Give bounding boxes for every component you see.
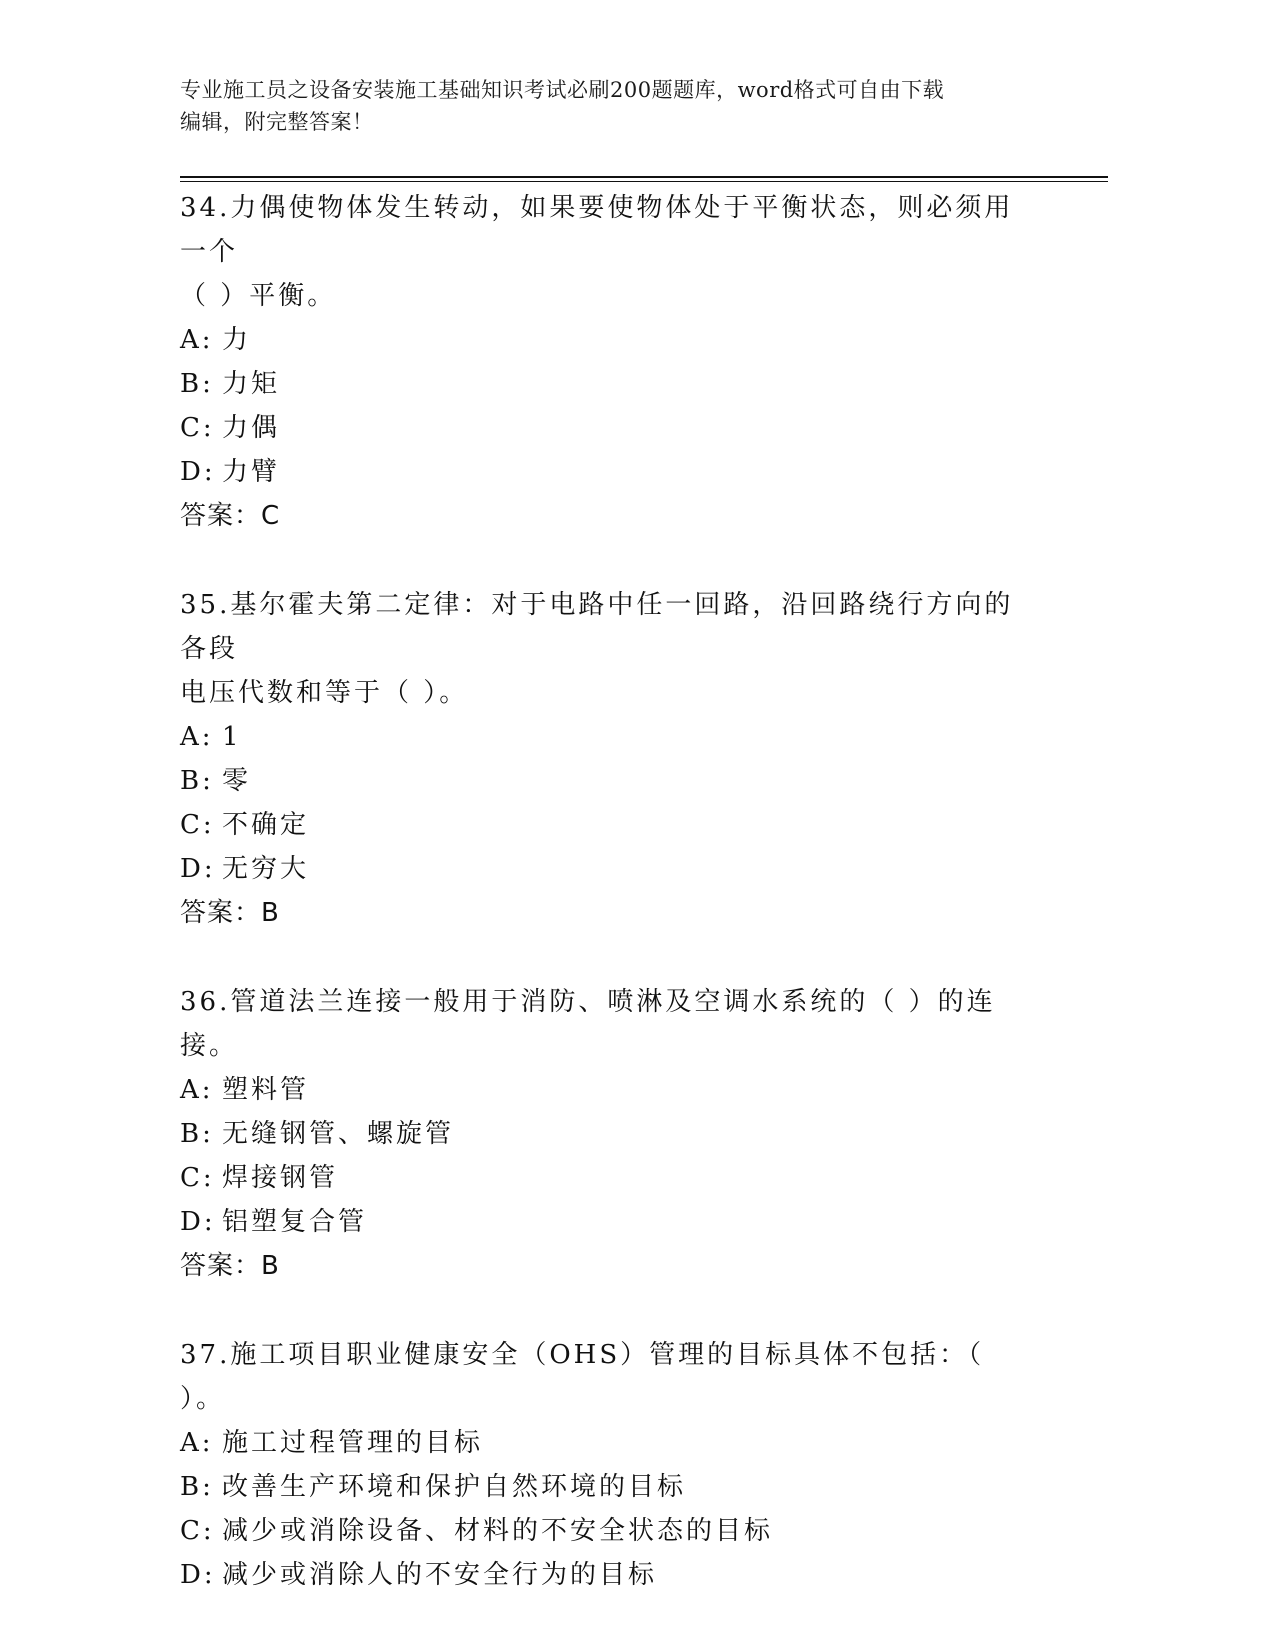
question-35 <box>180 583 1040 935</box>
question-stem-line: 36.管道法兰连接一般用于消防、喷淋及空调水系统的（ ）的连接。 <box>180 987 996 1061</box>
question-stem-line: （ ）平衡。 <box>180 281 337 311</box>
question-stem <box>180 1333 1040 1421</box>
option-d <box>180 847 1040 891</box>
option-text: 焊接钢管 <box>222 1163 339 1193</box>
option-c <box>180 803 1040 847</box>
option-text: 改善生产环境和保护自然环境的目标 <box>222 1472 687 1502</box>
option-letter: A: <box>180 325 214 355</box>
option-letter: C: <box>180 810 215 840</box>
option-b <box>180 1465 1040 1509</box>
option-text: 无穷大 <box>222 854 310 884</box>
option-text: 力臂 <box>222 457 281 487</box>
option-text: 塑料管 <box>222 1075 310 1105</box>
option-text: 力偶 <box>222 413 281 443</box>
question-stem <box>180 186 1040 318</box>
header-note <box>180 74 1040 138</box>
question-37 <box>180 1333 1040 1597</box>
option-b <box>180 1112 1040 1156</box>
question-stem-line: 34.力偶使物体发生转动，如果要使物体处于平衡状态，则必须用一个 <box>180 193 1014 267</box>
option-c <box>180 1509 1040 1553</box>
option-letter: B: <box>180 369 214 399</box>
option-d <box>180 1553 1040 1597</box>
option-d <box>180 450 1040 494</box>
option-text: 不确定 <box>222 810 310 840</box>
option-a <box>180 318 1040 362</box>
option-letter: C: <box>180 413 215 443</box>
option-c <box>180 406 1040 450</box>
document-page <box>180 0 1110 1650</box>
option-a <box>180 1421 1040 1465</box>
option-letter: A: <box>180 1428 214 1458</box>
header-note-line-2: 编辑，附完整答案！ <box>180 110 374 134</box>
option-text: 减少或消除人的不安全行为的目标 <box>222 1560 658 1590</box>
question-stem-line: 35.基尔霍夫第二定律：对于电路中任一回路，沿回路绕行方向的各段 <box>180 590 1014 664</box>
header-note-line-1: 专业施工员之设备安装施工基础知识考试必刷200题题库，word格式可自由下载 <box>180 78 945 102</box>
question-list <box>180 186 1040 1642</box>
option-text: 施工过程管理的目标 <box>222 1428 484 1458</box>
option-letter: D: <box>180 854 216 884</box>
question-stem-line: 电压代数和等于（ ）。 <box>180 678 469 708</box>
option-letter: D: <box>180 1207 216 1237</box>
option-letter: A: <box>180 722 214 752</box>
option-letter: B: <box>180 766 214 796</box>
question-36 <box>180 980 1040 1288</box>
option-letter: B: <box>180 1119 214 1149</box>
option-a <box>180 1068 1040 1112</box>
option-letter: B: <box>180 1472 214 1502</box>
option-text: 无缝钢管、螺旋管 <box>222 1119 455 1149</box>
option-a <box>180 715 1040 759</box>
header-divider-thick <box>180 176 1108 178</box>
answer-line: 答案：B <box>180 898 280 928</box>
option-text: 力 <box>222 325 252 355</box>
option-b <box>180 362 1040 406</box>
question-stem <box>180 980 1040 1068</box>
option-letter: C: <box>180 1516 215 1546</box>
option-d <box>180 1200 1040 1244</box>
option-letter: D: <box>180 1560 216 1590</box>
option-c <box>180 1156 1040 1200</box>
option-text: 铝塑复合管 <box>222 1207 368 1237</box>
header-divider-thin <box>180 181 1108 182</box>
question-stem-line: 37.施工项目职业健康安全（OHS）管理的目标具体不包括：（ ）。 <box>180 1340 985 1414</box>
option-text: 1 <box>222 722 242 752</box>
answer-line: 答案：B <box>180 1251 280 1281</box>
option-letter: A: <box>180 1075 214 1105</box>
option-text: 力矩 <box>222 369 281 399</box>
answer-line: 答案：C <box>180 501 281 531</box>
option-text: 零 <box>222 766 252 796</box>
option-text: 减少或消除设备、材料的不安全状态的目标 <box>222 1516 774 1546</box>
option-b <box>180 759 1040 803</box>
option-letter: D: <box>180 457 216 487</box>
question-34 <box>180 186 1040 538</box>
question-stem <box>180 583 1040 715</box>
option-letter: C: <box>180 1163 215 1193</box>
